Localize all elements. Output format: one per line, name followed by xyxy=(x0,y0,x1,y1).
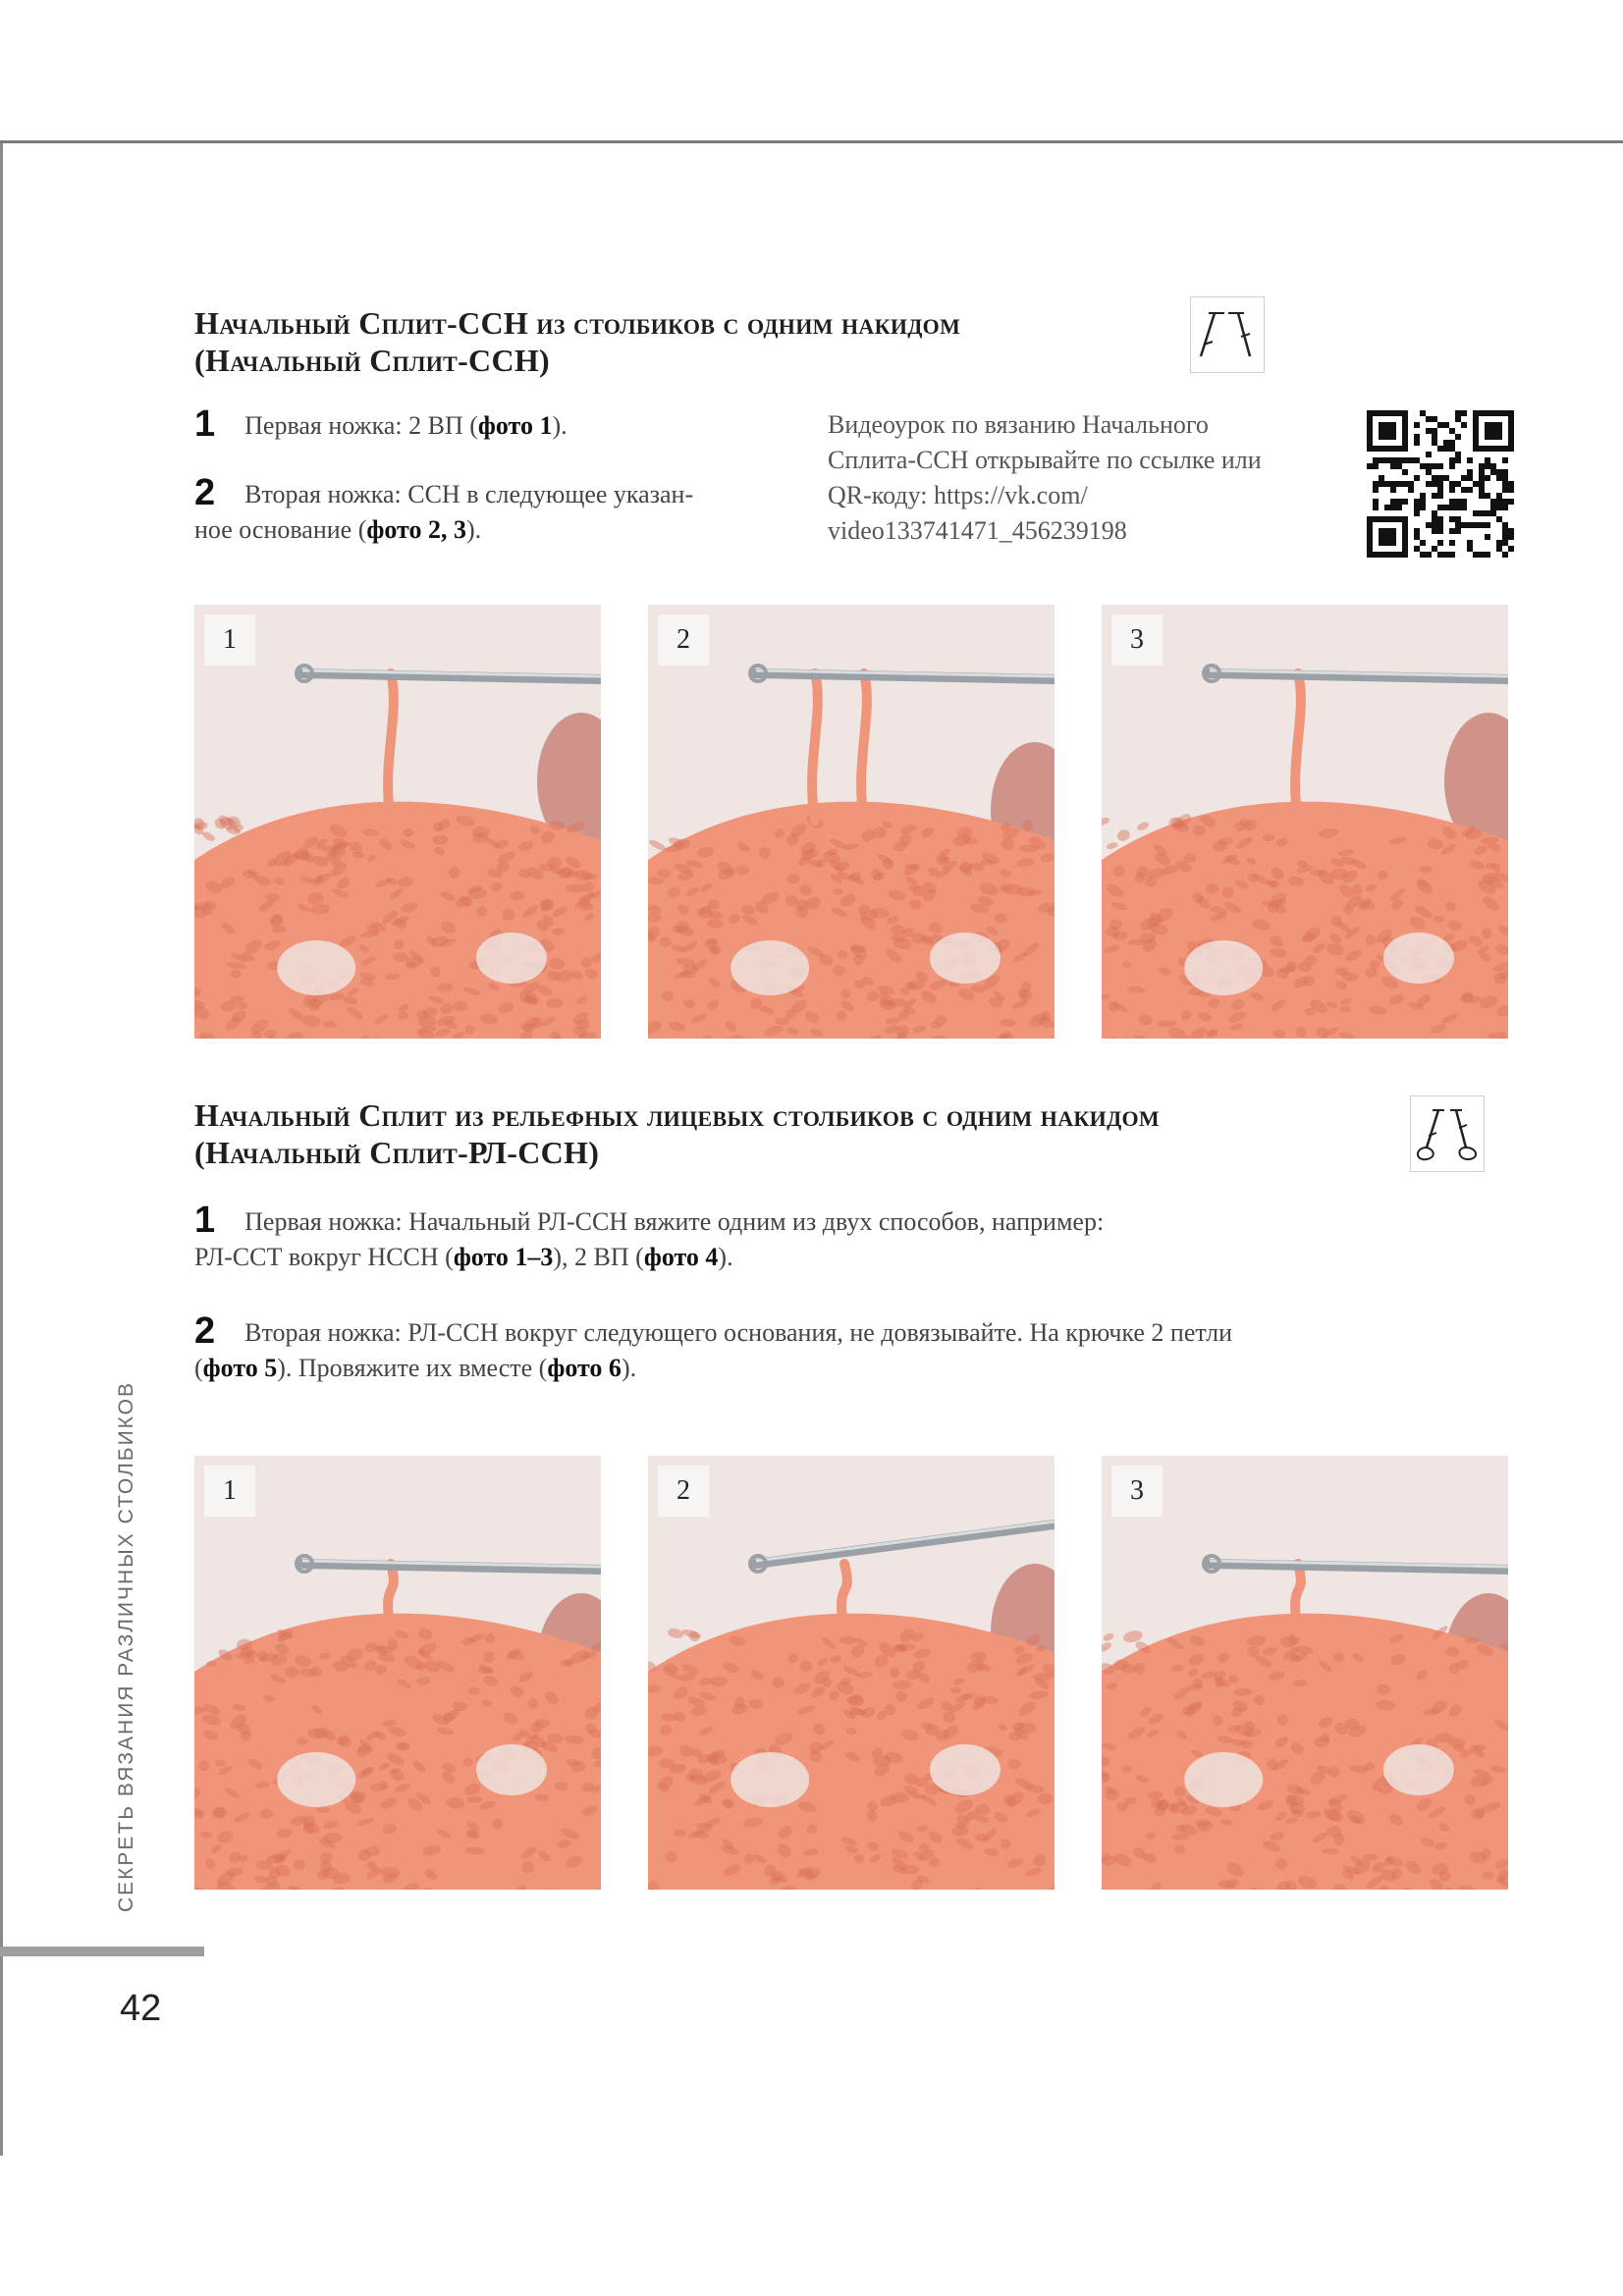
section2-title-line1: Начальный Сплит из рельефных лицевых столбиков с одним накидом xyxy=(194,1097,1160,1133)
section1-step1: 1 Первая ножка: 2 ВП (фото 1). xyxy=(194,403,568,445)
side-caption: СЕКРЕТЬ ВЯЗАНИЯ РАЗЛИЧНЫХ СТОЛБИКОВ xyxy=(115,1380,137,1912)
photo-step1 xyxy=(194,1456,601,1890)
section2-step1: 1 Первая ножка: Начальный РЛ-ССН вяжите одним из двух способов, например: РЛ-ССТ вокруг НССН (фото 1–3), 2 ВП (фото 4). xyxy=(194,1200,1105,1271)
photo-number: 1 xyxy=(204,614,255,666)
qr-code-icon[interactable] xyxy=(1367,410,1514,558)
photo-step2 xyxy=(648,1456,1055,1890)
photo-number: 1 xyxy=(204,1466,255,1517)
section2-step2: 2 Вторая ножка: РЛ-ССН вокруг следующего основания, не довязывайте. На крючке 2 петли (фото 5). Провяжите их вместе (фото 6). xyxy=(194,1310,1232,1382)
video-link[interactable]: QR-коду: https://vk.com/ xyxy=(828,481,1088,509)
video-link-id[interactable]: video133741471_456239198 xyxy=(828,516,1127,545)
step-number: 1 xyxy=(194,403,216,445)
section1-step2: 2 Вторая ножка: ССН в следующее указан- ное основание (фото 2, 3). xyxy=(194,472,694,544)
photo-number: 3 xyxy=(1111,1466,1163,1517)
photo-number: 2 xyxy=(658,614,709,666)
bottom-bar xyxy=(0,1947,204,1956)
left-rule xyxy=(0,143,3,2156)
step-number: 2 xyxy=(194,472,216,513)
step-number: 2 xyxy=(194,1310,216,1352)
photo-step2 xyxy=(648,605,1055,1039)
section1-title-line2: (Начальный Сплит-ССН) xyxy=(194,343,551,378)
photo-step3 xyxy=(1102,605,1508,1039)
section2-title-line2: (Начальный Сплит-РЛ-ССН) xyxy=(194,1135,600,1170)
photo-step1 xyxy=(194,605,601,1039)
page-number: 42 xyxy=(120,1988,162,2029)
step-number: 1 xyxy=(194,1200,216,1241)
split-fpdc-symbol-icon xyxy=(1410,1095,1485,1172)
photo-number: 2 xyxy=(658,1466,709,1517)
split-dc-symbol-icon xyxy=(1190,296,1265,373)
section1-title xyxy=(194,304,960,379)
video-lesson-text: Видеоурок по вязанию Начального Сплита-ССН открывайте по ссылке или QR-коду: https://vk.com/ video133741471_456239198 xyxy=(828,407,1358,549)
top-rule xyxy=(0,140,1623,143)
photo-number: 3 xyxy=(1111,614,1163,666)
photo-step3 xyxy=(1102,1456,1508,1890)
section1-title-line1: Начальный Сплит-ССН из столбиков с одним накидом xyxy=(194,305,961,341)
section2-title xyxy=(194,1096,1160,1171)
